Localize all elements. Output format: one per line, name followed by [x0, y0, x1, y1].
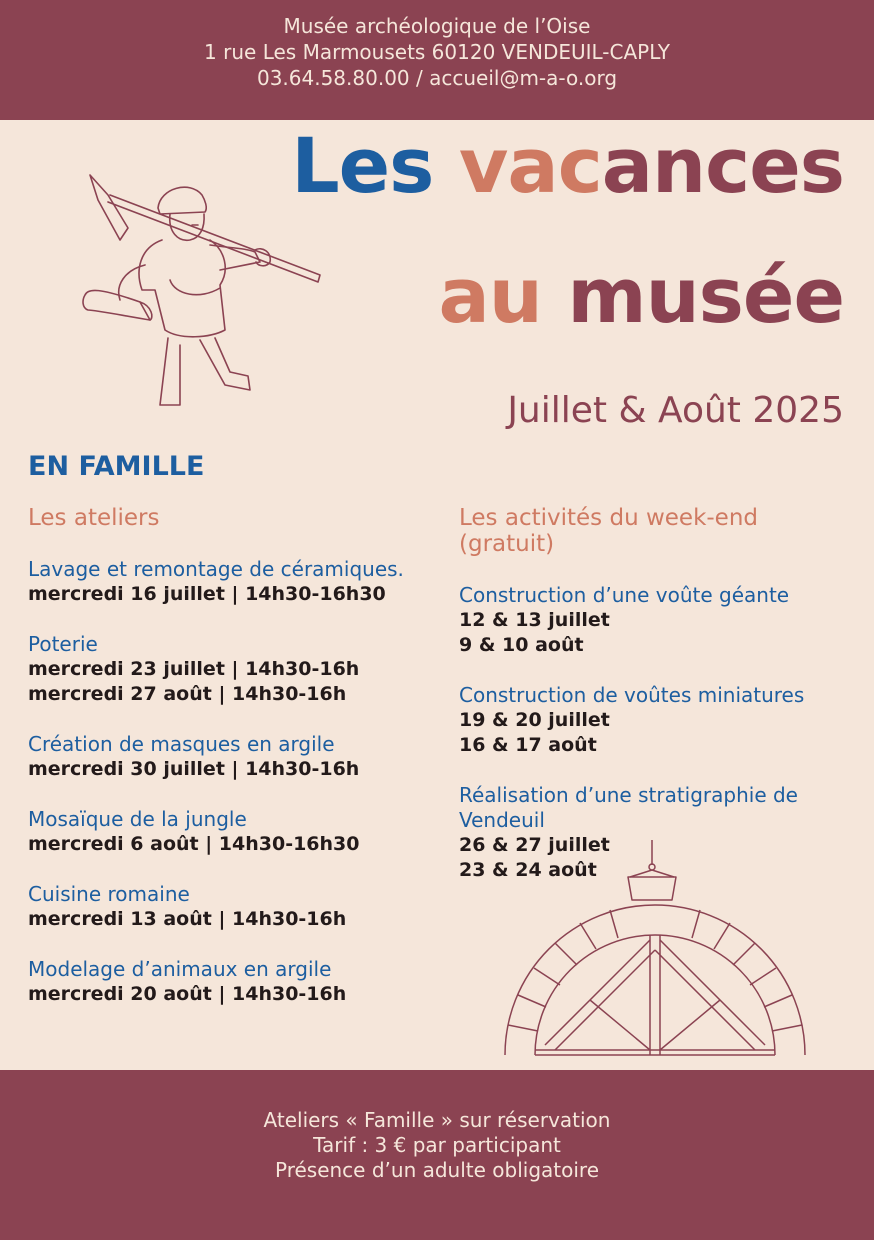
event-name: Réalisation d’une stratigraphie de Vendeuil	[459, 783, 798, 832]
ateliers-heading: Les ateliers	[28, 505, 160, 531]
event-date: 19 & 20 juillet	[459, 709, 610, 731]
list-item	[459, 583, 849, 658]
title-vac: vac	[458, 121, 602, 210]
museum-contact: 03.64.58.80.00 / accueil@m-a-o.org	[256, 66, 618, 90]
event-date: mercredi 20 août | 14h30-16h	[28, 983, 347, 1005]
list-item	[459, 683, 849, 758]
event-name: Poterie	[28, 632, 98, 656]
event-date: mercredi 16 juillet | 14h30-16h30	[28, 583, 386, 605]
weekend-heading: Les activités du week-end (gratuit)	[459, 505, 759, 557]
header-band	[0, 0, 874, 120]
title-les: Les	[291, 121, 434, 210]
event-date: 9 & 10 août	[459, 634, 584, 656]
event-date: mercredi 30 juillet | 14h30-16h	[28, 758, 360, 780]
list-item	[28, 632, 428, 707]
title-musee: musée	[567, 251, 844, 340]
footer-line-2: Tarif : 3 € par participant	[313, 1133, 561, 1157]
ateliers-column	[28, 505, 428, 1032]
list-item	[28, 732, 428, 782]
event-date: 12 & 13 juillet	[459, 609, 610, 631]
museum-address: 1 rue Les Marmousets 60120 VENDEUIL-CAPLY	[204, 40, 670, 64]
arch-vault-illustration	[500, 835, 810, 1060]
event-name: Modelage d’animaux en argile	[28, 957, 332, 981]
list-item	[28, 957, 428, 1007]
period-dates: Juillet & Août 2025	[507, 390, 844, 431]
event-name: Création de masques en argile	[28, 732, 335, 756]
museum-name: Musée archéologique de l’Oise	[283, 14, 591, 38]
title-au: au	[438, 251, 542, 340]
footer-line-1: Ateliers « Famille » sur réservation	[263, 1108, 611, 1132]
event-name: Lavage et remontage de céramiques.	[28, 557, 404, 581]
event-date: mercredi 6 août | 14h30-16h30	[28, 833, 360, 855]
event-name: Cuisine romaine	[28, 882, 190, 906]
event-name: Mosaïque de la jungle	[28, 807, 247, 831]
event-date: 23 & 24 août	[459, 859, 597, 881]
event-date: 16 & 17 août	[459, 734, 597, 756]
event-date: 26 & 27 juillet	[459, 834, 610, 856]
title-ances: ances	[601, 121, 844, 210]
event-date: mercredi 27 août | 14h30-16h	[28, 683, 347, 705]
footer-line-3: Présence d’un adulte obligatoire	[274, 1158, 600, 1182]
list-item	[28, 557, 428, 607]
title-line-1	[291, 121, 844, 210]
title-line-2	[438, 251, 844, 340]
section-heading: EN FAMILLE	[28, 451, 205, 482]
event-date: mercredi 13 août | 14h30-16h	[28, 908, 347, 930]
event-date: mercredi 23 juillet | 14h30-16h	[28, 658, 360, 680]
list-item	[28, 807, 428, 857]
event-name: Construction de voûtes miniatures	[459, 683, 805, 707]
list-item	[28, 882, 428, 932]
event-name: Construction d’une voûte géante	[459, 583, 790, 607]
footer-band	[0, 1070, 874, 1240]
